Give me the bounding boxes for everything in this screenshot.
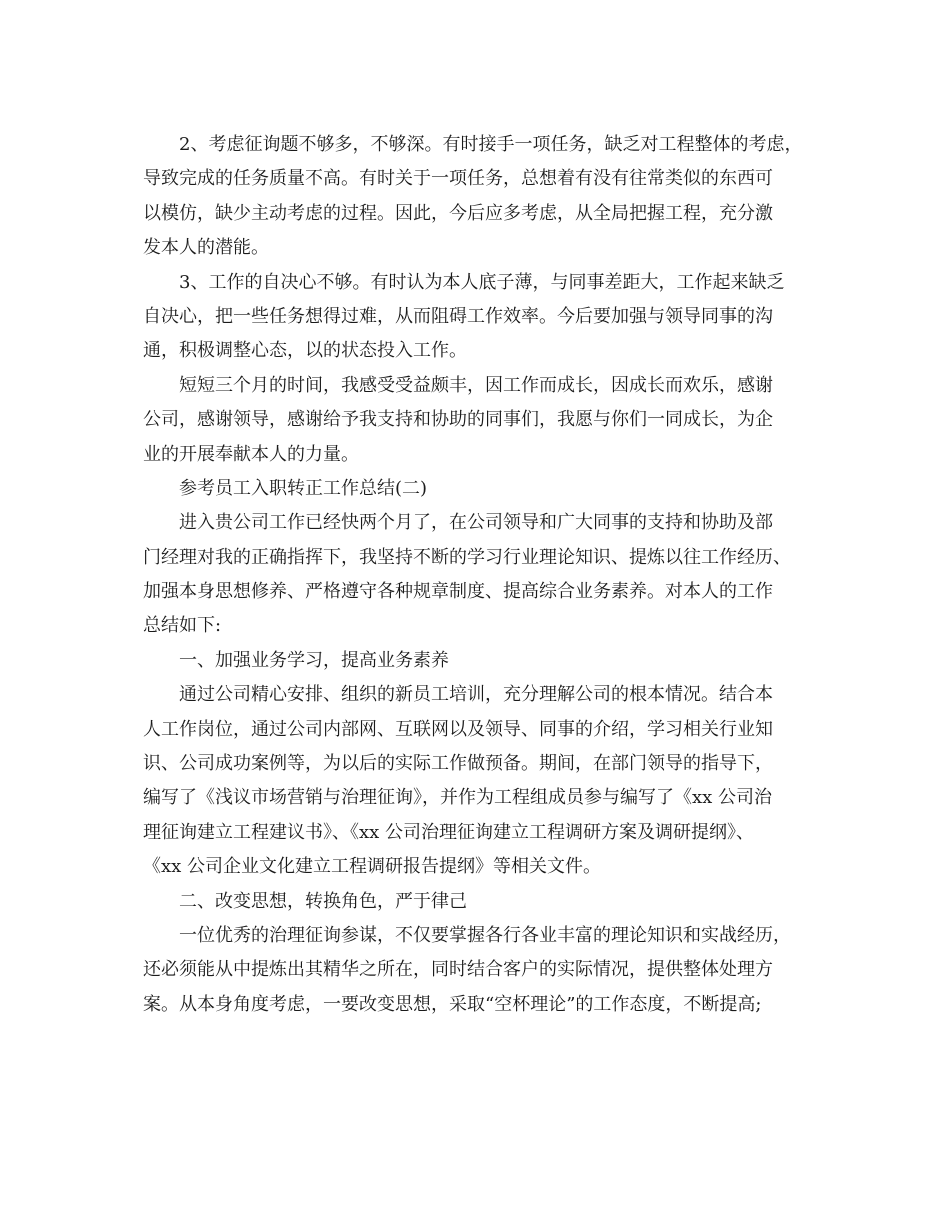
section-one-line: 人工作岗位，通过公司内部网、互联网以及领导、同事的介绍，学习相关行业知	[143, 718, 773, 740]
heading-two: 二、改变思想，转换角色，严于律己	[179, 890, 467, 912]
section-one-line: 理征询建立工程建议书》、《xx 公司治理征询建立工程调研方案及调研提纲》、	[143, 821, 755, 843]
paragraph-2-line: 导致完成的任务质量不高。有时关于一项任务，总想着有没有往常类似的东西可	[143, 168, 773, 190]
section-two-line: 一位优秀的治理征询参谋，不仅要掌握各行各业丰富的理论知识和实战经历，	[179, 924, 791, 946]
document-body	[143, 128, 823, 1022]
paragraph-2-line: 2、考虑征询题不够多，不够深。有时接手一项任务，缺乏对工程整体的考虑，	[179, 134, 803, 155]
section-one-line: 识、公司成功案例等，为以后的实际工作做预备。期间，在部门领导的指导下，	[143, 753, 773, 775]
intro-paragraph-line: 门经理对我的正确指挥下，我坚持不断的学习行业理论知识、提炼以往工作经历、	[143, 546, 791, 568]
section-one-line: 编写了《浅议市场营销与治理征询》，并作为工程组成员参与编写了《xx 公司治	[143, 787, 773, 809]
section-two-line: 案。从本身角度考虑，一要改变思想，采取“空杯理论”的工作态度，不断提高;	[143, 993, 762, 1015]
paragraph-3-line: 3、工作的自决心不够。有时认为本人底子薄，与同事差距大，工作起来缺乏	[179, 271, 785, 293]
heading-one: 一、加强业务学习，提高业务素养	[179, 649, 449, 671]
paragraph-3-line: 自决心，把一些任务想得过难，从而阻碍工作效率。今后要加强与领导同事的沟	[143, 305, 773, 327]
section-one-line: 通过公司精心安排、组织的新员工培训，充分理解公司的根本情况。结合本	[179, 684, 773, 706]
section-two-line: 还必须能从中提炼出其精华之所在，同时结合客户的实际情况，提供整体处理方	[143, 959, 773, 981]
closing-paragraph-line: 公司，感谢领导，感谢给予我支持和协助的同事们，我愿与你们一同成长，为企	[143, 409, 773, 431]
closing-paragraph-line: 业的开展奉献本人的力量。	[143, 443, 359, 465]
section-title: 参考员工入职转正工作总结(二)	[179, 477, 428, 499]
intro-paragraph-line: 进入贵公司工作已经快两个月了，在公司领导和广大同事的支持和协助及部	[179, 512, 773, 534]
closing-paragraph-line: 短短三个月的时间，我感受受益颇丰，因工作而成长，因成长而欢乐，感谢	[179, 374, 773, 396]
paragraph-3-line: 通，积极调整心态，以的状态投入工作。	[143, 340, 467, 362]
paragraph-2-line: 以模仿，缺少主动考虑的过程。因此，今后应多考虑，从全局把握工程，充分激	[143, 202, 773, 224]
intro-paragraph-line: 加强本身思想修养、严格遵守各种规章制度、提高综合业务素养。对本人的工作	[143, 581, 773, 603]
paragraph-2-line: 发本人的潜能。	[143, 237, 269, 259]
section-one-line: 《xx 公司企业文化建立工程调研报告提纲》等相关文件。	[143, 856, 602, 878]
intro-paragraph-line: 总结如下:	[143, 615, 222, 637]
